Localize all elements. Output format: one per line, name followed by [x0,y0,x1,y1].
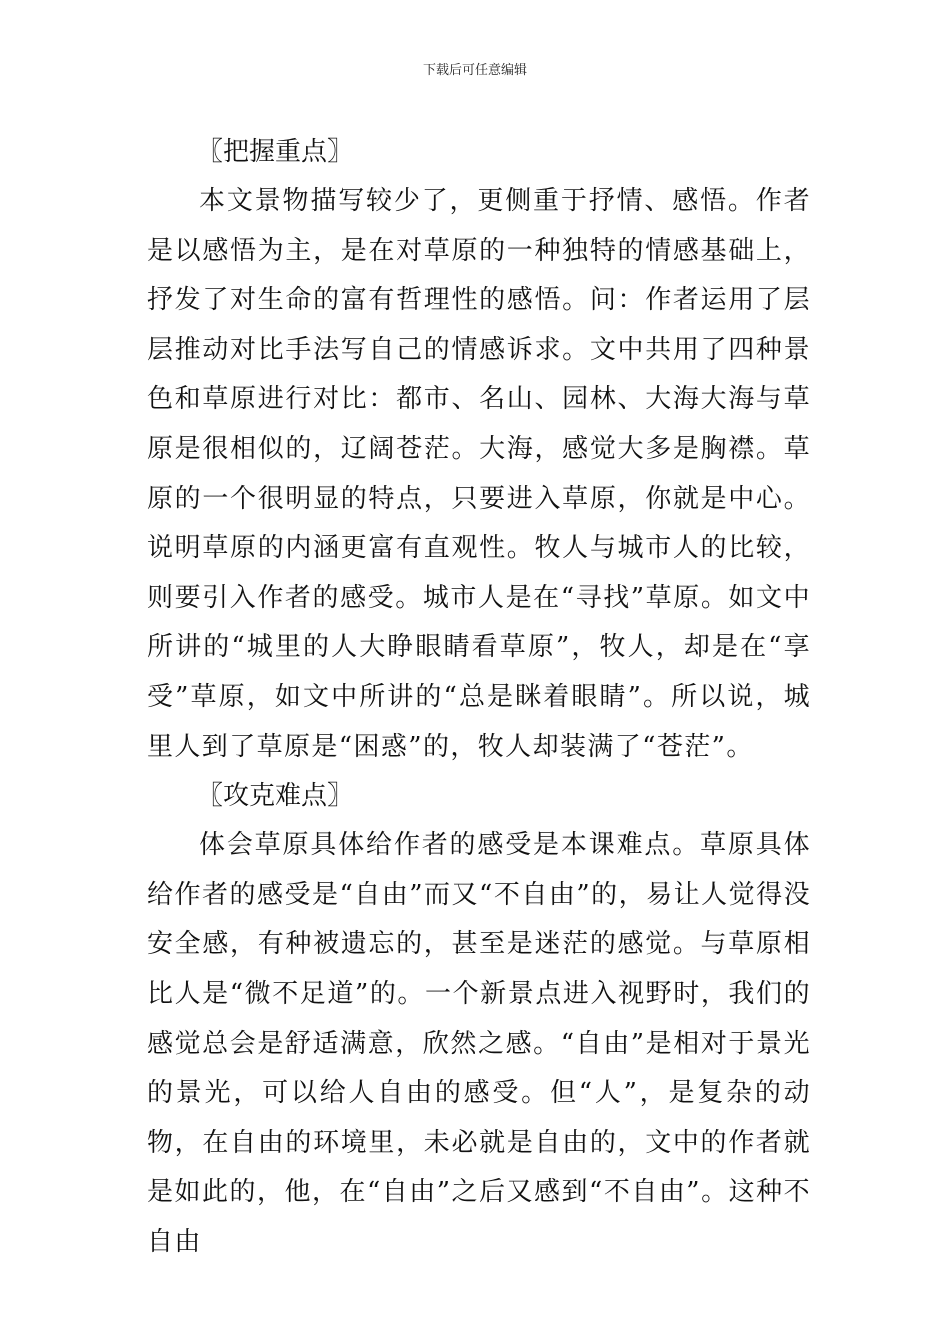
paragraph-key-points: 本文景物描写较少了，更侧重于抒情、感悟。作者是以感悟为主，是在对草原的一种独特的情感基础上，抒发了对生命的富有哲理性的感悟。问：作者运用了层层推动对比手法写自己的情感诉求。文中共用了四种景色和草原进行对比：都市、名山、园林、大海大海与草原是很相似的，辽阔苍茫。大海，感觉大多是胸襟。草原的一个很明显的特点，只要进入草原，你就是中心。说明草原的内涵更富有直观性。牧人与城市人的比较，则要引入作者的感受。城市人是在“寻找”草原。如文中所讲的“城里的人大睁眼睛看草原”，牧人，却是在“享受”草原，如文中所讲的“总是眯着眼睛”。所以说，城里人到了草原是“困惑”的，牧人却装满了“苍茫”。 [147,186,811,762]
page-header: 下载后可任意编辑 [422,63,527,78]
paragraph-difficult-points: 体会草原具体给作者的感受是本课难点。草原具体给作者的感受是“自由”而又“不自由”的，易让人觉得没安全感，有种被遗忘的，甚至是迷茫的感觉。与草原相比人是“微不足道”的。一个新景点进入视野时，我们的感觉总会是舒适满意，欣然之感。“自由”是相对于景光的景光，可以给人自由的感受。但“人”，是复杂的动物，在自由的环境里，未必就是自由的，文中的作者就是如此的，他，在“自由”之后又感到“不自由”。这种不自由 [147,830,811,1257]
section-title-key-points: 〖把握重点〗 [197,137,354,167]
document-body [147,128,811,1267]
section-title-difficult-points: 〖攻克难点〗 [197,781,354,812]
